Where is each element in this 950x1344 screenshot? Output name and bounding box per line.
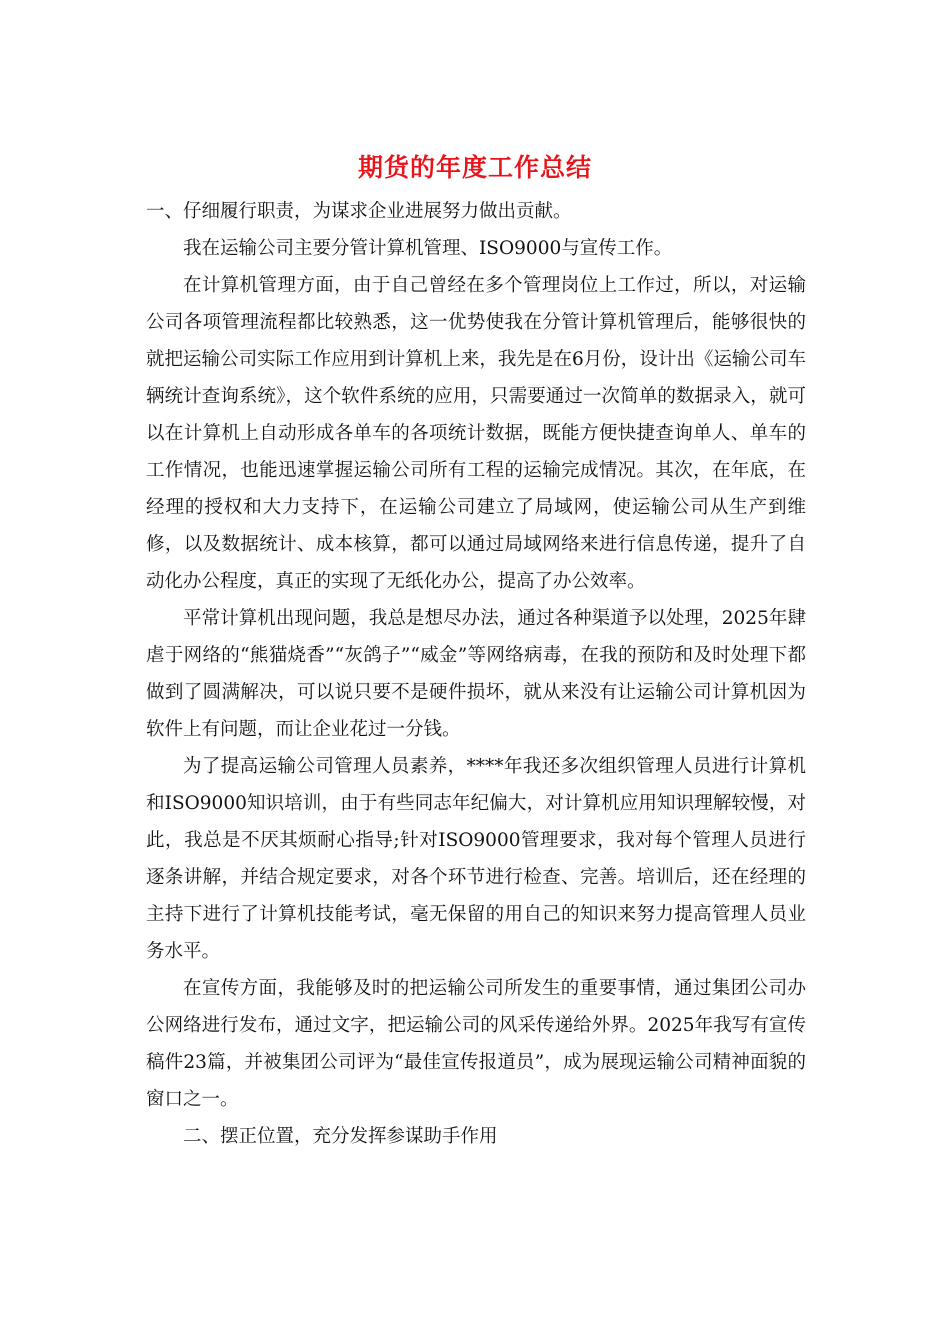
paragraph: 在宣传方面，我能够及时的把运输公司所发生的重要事情，通过集团公司办公网络进行发布，通过文字，把运输公司的风采传递给外界。2025年我写有宣传稿件23篇，并被集团公司评为“最佳宣传报道员”，成为展现运输公司精神面貌的窗口之一。 — [146, 978, 806, 1110]
paragraph: 在计算机管理方面，由于自己曾经在多个管理岗位上工作过，所以，对运输公司各项管理流程都比较熟悉，这一优势使我在分管计算机管理后，能够很快的就把运输公司实际工作应用到计算机上来，我先是在6月份，设计出《运输公司车辆统计查询系统》，这个软件系统的应用，只需要通过一次简单的数据录入，就可以在计算机上自动形成各单车的各项统计数据，既能方便快捷查询单人、单车的工作情况，也能迅速掌握运输公司所有工程的运输完成情况。其次，在年底，在经理的授权和大力支持下，在运输公司建立了局域网，使运输公司从生产到维修，以及数据统计、成本核算，都可以通过局域网络来进行信息传递，提升了自动化办公程度，真正的实现了无纸化办公，提高了办公效率。 — [146, 275, 806, 592]
paragraph: 平常计算机出现问题，我总是想尽办法，通过各种渠道予以处理，2025年肆虐于网络的“熊猫烧香”“灰鸽子”“威金”等网络病毒，在我的预防和及时处理下都做到了圆满解决，可以说只要不是硬件损坏，就从来没有让运输公司计算机因为软件上有问题，而让企业花过一分钱。 — [146, 608, 806, 740]
document-title: 期货的年度工作总结 — [357, 153, 592, 182]
section-heading-1: 一、仔细履行职责，为谋求企业进展努力做出贡献。 — [146, 201, 572, 222]
paragraph: 为了提高运输公司管理人员素养，****年我还多次组织管理人员进行计算机和ISO9000知识培训，由于有些同志年纪偏大，对计算机应用知识理解较慢，对此，我总是不厌其烦耐心指导;针对ISO9000管理要求，我对每个管理人员进行逐条讲解，并结合规定要求，对各个环节进行检查、完善。培训后，还在经理的主持下进行了计算机技能考试，毫无保留的用自己的知识来努力提高管理人员业务水平。 — [146, 756, 806, 962]
section-heading-2: 二、摆正位置，充分发挥参谋助手作用 — [183, 1126, 498, 1147]
document-body — [146, 193, 806, 1155]
paragraph: 我在运输公司主要分管计算机管理、ISO9000与宣传工作。 — [183, 238, 673, 259]
